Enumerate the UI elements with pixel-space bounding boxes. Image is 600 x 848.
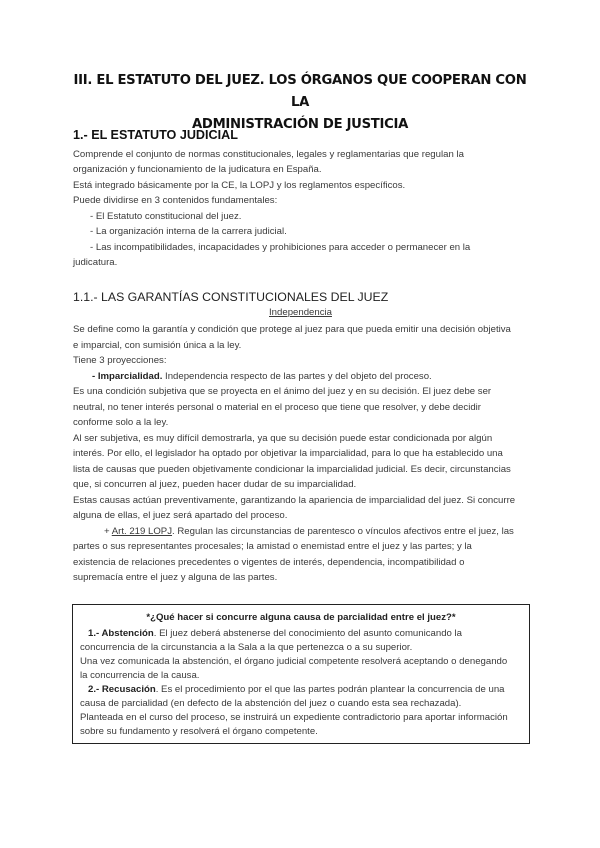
paragraph-line: interés. Por ello, el legislador ha optado por objetivar la imparcialidad, para lo que ha establecido una [73, 448, 503, 459]
box-line: Una vez comunicada la abstención, el órgano judicial competente resolverá aceptando o denegando [80, 656, 508, 667]
imparcialidad-line [92, 369, 547, 384]
article-prefix: + [104, 526, 112, 537]
abstencion-line [88, 627, 533, 641]
abstencion-label: 1.- Abstención [88, 628, 154, 639]
section-heading-garantias: 1.1.- LAS GARANTÍAS CONSTITUCIONALES DEL JUEZ [73, 290, 389, 304]
box-line: causa de parcialidad (en defecto de la abstención del juez o cuando esta sea rechazada). [80, 698, 462, 709]
article-link[interactable]: Art. 219 LOPJ [111, 526, 173, 537]
box-text: . El juez deberá abstenerse del conocimiento del asunto comunicando la [153, 628, 463, 639]
subheading-independencia: Independencia [269, 307, 332, 318]
paragraph-line: lista de causas que pueden objetivamente condicionar la imparcialidad judicial. Es decir, circunstancias [73, 464, 511, 475]
paragraph-line: existencia de relaciones precedentes o vigentes de interés, dependencia, incompatibilidad o [73, 557, 465, 568]
list-item: - Las incompatibilidades, incapacidades y prohibiciones para acceder o permanecer en la [90, 242, 471, 253]
paragraph-line: Al ser subjetiva, es muy difícil demostrarla, ya que su decisión puede estar condicionada por algún [73, 433, 493, 444]
box-line: Planteada en el curso del proceso, se instruirá un expediente contradictorio para aportar información [80, 712, 508, 723]
paragraph-line: e imparcial, con sumisión única a la ley. [73, 340, 242, 351]
paragraph-line: supremacía entre el juez y alguna de las partes. [73, 572, 278, 583]
section-heading-estatuto: 1.- EL ESTATUTO JUDICIAL [73, 128, 238, 142]
paragraph-line: Está integrado básicamente por la CE, la LOPJ y los reglamentos específicos. [73, 180, 406, 191]
box-line: concurrencia de la circunstancia a la Sala a la que pertenezca o a su superior. [80, 642, 413, 653]
box-text: . Es el procedimiento por el que las partes podrán plantear la concurrencia de una [155, 684, 505, 695]
article-text: . Regulan las circunstancias de parentesco o vínculos afectivos entre el juez, las [172, 526, 514, 537]
list-item: - La organización interna de la carrera judicial. [90, 226, 287, 237]
paragraph-line: organización y funcionamiento de la judicatura en España. [73, 164, 322, 175]
article-line [104, 524, 534, 539]
box-title: *¿Qué hacer si concurre alguna causa de parcialidad entre el juez?* [146, 612, 456, 623]
imparcialidad-label: - Imparcialidad. [92, 371, 163, 382]
imparcialidad-text: Independencia respecto de las partes y del objeto del proceso. [162, 371, 432, 382]
recusacion-line [88, 683, 533, 697]
paragraph-line: Puede dividirse en 3 contenidos fundamentales: [73, 195, 278, 206]
paragraph-line: partes o sus representantes procesales; la amistad o enemistad entre el juez y las partes; y la [73, 541, 472, 552]
list-item: - El Estatuto constitucional del juez. [90, 211, 242, 222]
paragraph-line: que, si concurren al juez, pueden hacer dudar de su imparcialidad. [73, 479, 357, 490]
list-item-continuation: judicatura. [73, 257, 118, 268]
title-line-1: III. EL ESTATUTO DEL JUEZ. LOS ÓRGANOS QUE COOPERAN CON LA [73, 73, 527, 110]
paragraph-line: conforme solo a la ley. [73, 417, 169, 428]
paragraph-line: Tiene 3 proyecciones: [73, 355, 167, 366]
paragraph-line: Estas causas actúan preventivamente, garantizando la apariencia de imparcialidad del juez. Si concurre [73, 495, 516, 506]
page-title [70, 70, 530, 136]
box-line: sobre su fundamento y resolverá el órgano competente. [80, 726, 318, 737]
box-line: la concurrencia de la causa. [80, 670, 200, 681]
recusacion-label: 2.- Recusación [88, 684, 156, 695]
title-line-2: ADMINISTRACIÓN DE JUSTICIA [192, 117, 408, 132]
paragraph-line: alguna de ellas, el juez será apartado del proceso. [73, 510, 288, 521]
paragraph-line: Es una condición subjetiva que se proyecta en el ánimo del juez y en su decisión. El juez debe ser [73, 386, 492, 397]
paragraph-line: Se define como la garantía y condición que protege al juez para que pueda emitir una decisión objetiva [73, 324, 511, 335]
paragraph-line: neutral, no tener interés personal o material en el proceso que tiene que resolver, y debe decidir [73, 402, 481, 413]
paragraph-line: Comprende el conjunto de normas constitucionales, legales y reglamentarias que regulan la [73, 149, 464, 160]
